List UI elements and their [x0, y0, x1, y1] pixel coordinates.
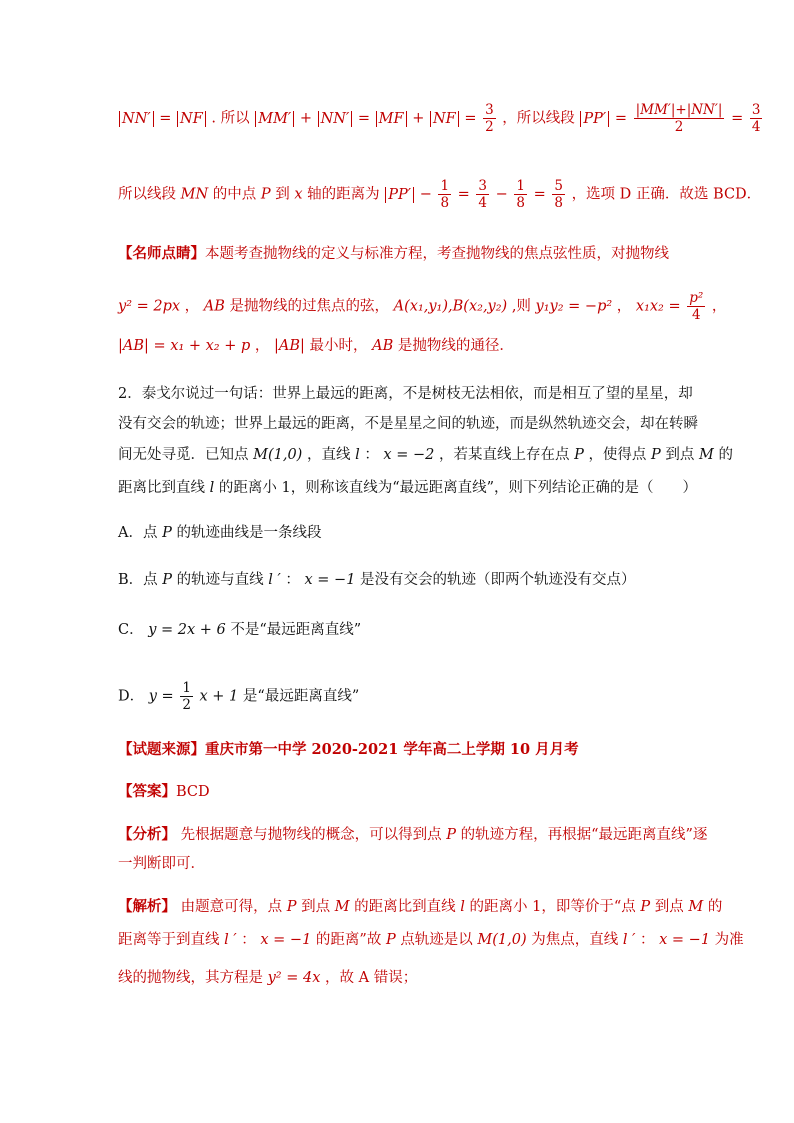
solution-line-3 [118, 968, 694, 988]
text: 到点 [654, 899, 684, 915]
formula: x + 1 [199, 688, 239, 705]
abs-mf: MF [376, 111, 407, 127]
formula: M(1,0) [477, 932, 527, 948]
text: 的距离”故 [315, 932, 382, 948]
text: ， [711, 298, 727, 315]
text: C． [118, 622, 144, 638]
var-l: l ′ [224, 932, 237, 948]
var-l: l [355, 447, 360, 463]
var-p: P [260, 186, 271, 203]
var-p: P [286, 899, 297, 915]
text: 是抛物线的过焦点的弦， [229, 298, 390, 315]
question-line-1 [118, 384, 694, 404]
text: . 所以 [211, 110, 250, 127]
formula: x₁x₂ = [635, 298, 681, 315]
formula: y² = 2px [118, 298, 181, 315]
var-x: x [294, 186, 303, 203]
option-c [118, 620, 694, 640]
formula: x = −1 [260, 932, 312, 948]
abs-nn2: NN′ [318, 111, 353, 127]
tip-text: 本题考查抛物线的定义与标准方程，考查抛物线的焦点弦性质，对抛物线 [205, 246, 669, 262]
source-text: 重庆市第一中学 2020-2021 学年高二上学期 10 月月考 [205, 741, 579, 758]
text: ，故 A 错误； [325, 970, 418, 986]
text: 距离等于到直线 [118, 932, 220, 948]
den: 2 [485, 119, 494, 135]
formula: M(1,0) [253, 447, 303, 463]
question-line-2 [118, 414, 698, 434]
text: ， [254, 338, 270, 354]
text: 的轨迹方程，再根据“最远距离直线”逐 [460, 827, 708, 843]
formula: |AB| = x₁ + x₂ + p [118, 338, 251, 354]
text: A．点 [118, 525, 158, 541]
option-a [118, 523, 694, 543]
num: 1 [440, 178, 450, 194]
text: 为准 [714, 932, 744, 948]
var-p: P [640, 899, 651, 915]
text: ： [640, 932, 655, 948]
text: 的距离小 1，则称该直线为“最远距离直线”，则下列结论正确的是（ ） [218, 480, 698, 496]
answer-text: BCD [176, 784, 210, 800]
abs-pp: PP′ [385, 187, 414, 203]
text: ，若某直线上存在点 [438, 447, 570, 463]
text: 是没有交会的轨迹（即两个轨迹没有交点） [360, 572, 636, 588]
text: 轴的距离为 [307, 186, 380, 203]
var-p: P [162, 525, 172, 541]
plus: + [299, 110, 312, 127]
var-p: P [574, 447, 584, 463]
var-l: l ′ [268, 572, 281, 588]
text: 距离比到直线 [118, 480, 205, 496]
fraction-3-2 [483, 102, 496, 135]
text: 的距离比到直线 [354, 899, 456, 915]
fraction [514, 178, 527, 211]
text: 是抛物线的通径． [397, 338, 514, 354]
tip-line-1 [118, 244, 694, 264]
text: 的 [718, 447, 733, 463]
var-p: P [385, 932, 396, 948]
source-line [118, 740, 694, 760]
num: |MM′|+|NN′| [635, 102, 723, 118]
den: 4 [751, 119, 761, 135]
var-ab: AB [203, 298, 225, 315]
num: 5 [554, 178, 563, 194]
minus: − [495, 186, 508, 203]
formula: y₁y₂ = −p² [535, 298, 613, 315]
abs-nn: NN′ [119, 111, 154, 127]
text: 点轨迹是以 [400, 932, 473, 948]
text: 最小时， [309, 338, 368, 354]
text: ，所以线段 [502, 110, 575, 127]
text: 的轨迹曲线是一条线段 [176, 525, 322, 541]
var-m: M [688, 899, 704, 915]
text: 线的抛物线，其方程是 [118, 970, 263, 986]
question-line-4 [118, 478, 698, 498]
text: 间无处寻觅．已知点 [118, 447, 249, 463]
option-d [118, 680, 694, 713]
solution-label: 【解析】 [118, 898, 176, 915]
text: 一判断即可． [118, 856, 205, 872]
var-m: M [699, 447, 714, 463]
solution-line-2 [118, 930, 744, 950]
analysis-label: 【分析】 [118, 826, 176, 843]
var-mn: MN [180, 186, 209, 203]
var-ab: AB [372, 338, 394, 354]
text: 为焦点，直线 [531, 932, 619, 948]
text: ： [285, 572, 300, 588]
var-l: l [209, 480, 215, 496]
fraction-1-2 [180, 680, 193, 713]
den: 4 [691, 307, 701, 323]
text: B．点 [118, 572, 158, 588]
den: 8 [554, 195, 563, 211]
solution-line-1 [118, 897, 723, 917]
fraction-3-4 [750, 102, 763, 135]
formula: x = −2 [383, 447, 435, 463]
abs-nf2: NF [430, 111, 459, 127]
text: 到点 [301, 899, 331, 915]
minus: − [419, 186, 432, 203]
text: 所以线段 [118, 186, 176, 203]
answer-line [118, 782, 694, 802]
den: 8 [440, 195, 450, 211]
var-l: l [460, 899, 465, 915]
question-line-3 [118, 445, 733, 465]
text: 的距离小 1，即等价于“点 [469, 899, 636, 915]
text: 没有交会的轨迹；世界上最远的距离，不是星星之间的轨迹，而是纵然轨迹交会，却在转瞬 [118, 416, 698, 432]
analysis-line-2 [118, 854, 694, 874]
source-label: 【试题来源】 [118, 741, 205, 758]
num: 3 [478, 178, 488, 194]
answer-label: 【答案】 [118, 783, 176, 800]
fraction-mm-nn [634, 102, 725, 135]
option-b [118, 570, 694, 590]
text: 先根据题意与抛物线的概念，可以得到点 [180, 827, 442, 843]
eq: = [533, 186, 546, 203]
text: D． [118, 688, 145, 705]
num: 1 [516, 178, 525, 194]
den: 2 [182, 697, 191, 713]
num: 1 [182, 680, 191, 696]
den: 4 [478, 195, 488, 211]
num: 3 [751, 102, 761, 118]
den: 8 [516, 195, 525, 211]
num: p² [689, 290, 704, 306]
text: 的轨迹与直线 [176, 572, 264, 588]
plus: + [412, 110, 425, 127]
tip-label: 【名师点睛】 [118, 245, 205, 262]
eq: = [731, 110, 744, 127]
var-p: P [446, 827, 456, 843]
tip-line-2 [118, 290, 727, 323]
text: 的中点 [212, 186, 257, 203]
text: ，直线 [306, 447, 351, 463]
line-1 [118, 102, 761, 135]
text: 不是“最远距离直线” [230, 622, 362, 638]
text: 到点 [665, 447, 695, 463]
text: ： [241, 932, 256, 948]
var-m: M [334, 899, 350, 915]
var-p: P [162, 572, 173, 588]
text: 是“最远距离直线” [242, 688, 360, 705]
formula: x = −1 [304, 572, 356, 588]
formula: y² = 4x [267, 970, 321, 986]
formula: y = [148, 688, 174, 705]
text: ， [184, 298, 200, 315]
abs-mm: MM′ [255, 111, 294, 127]
tip-line-3 [118, 336, 694, 356]
analysis-line-1 [118, 825, 708, 845]
var-p: P [651, 447, 661, 463]
line-2 [118, 178, 762, 211]
abs-pp: PP′ [580, 111, 609, 127]
num: 3 [485, 102, 494, 118]
formula: A(x₁,y₁),B(x₂,y₂) [393, 298, 508, 315]
den: 2 [674, 119, 684, 135]
text: 到 [275, 186, 290, 203]
var-l: l ′ [622, 932, 636, 948]
text: 的 [707, 899, 723, 915]
formula: |AB| [273, 338, 305, 354]
formula: y = 2x + 6 [148, 622, 226, 638]
eq: = [357, 110, 371, 127]
text: ， [616, 298, 632, 315]
eq: = [159, 110, 172, 127]
eq: = [464, 110, 477, 127]
abs-nf: NF [177, 111, 206, 127]
text: ，使得点 [588, 447, 647, 463]
eq: = [614, 110, 627, 127]
fraction [552, 178, 565, 211]
text: ,则 [511, 298, 531, 315]
fraction-p2-4 [687, 290, 705, 323]
eq: = [457, 186, 470, 203]
text: 由题意可得，点 [180, 899, 283, 915]
text: ： [364, 447, 379, 463]
fraction [476, 178, 489, 211]
fraction [438, 178, 451, 211]
text: ，选项 D 正确．故选 BCD． [571, 186, 762, 203]
formula: x = −1 [659, 932, 711, 948]
text: 2．泰戈尔说过一句话：世界上最远的距离，不是树枝无法相依，而是相互了望的星星，却 [118, 386, 693, 402]
